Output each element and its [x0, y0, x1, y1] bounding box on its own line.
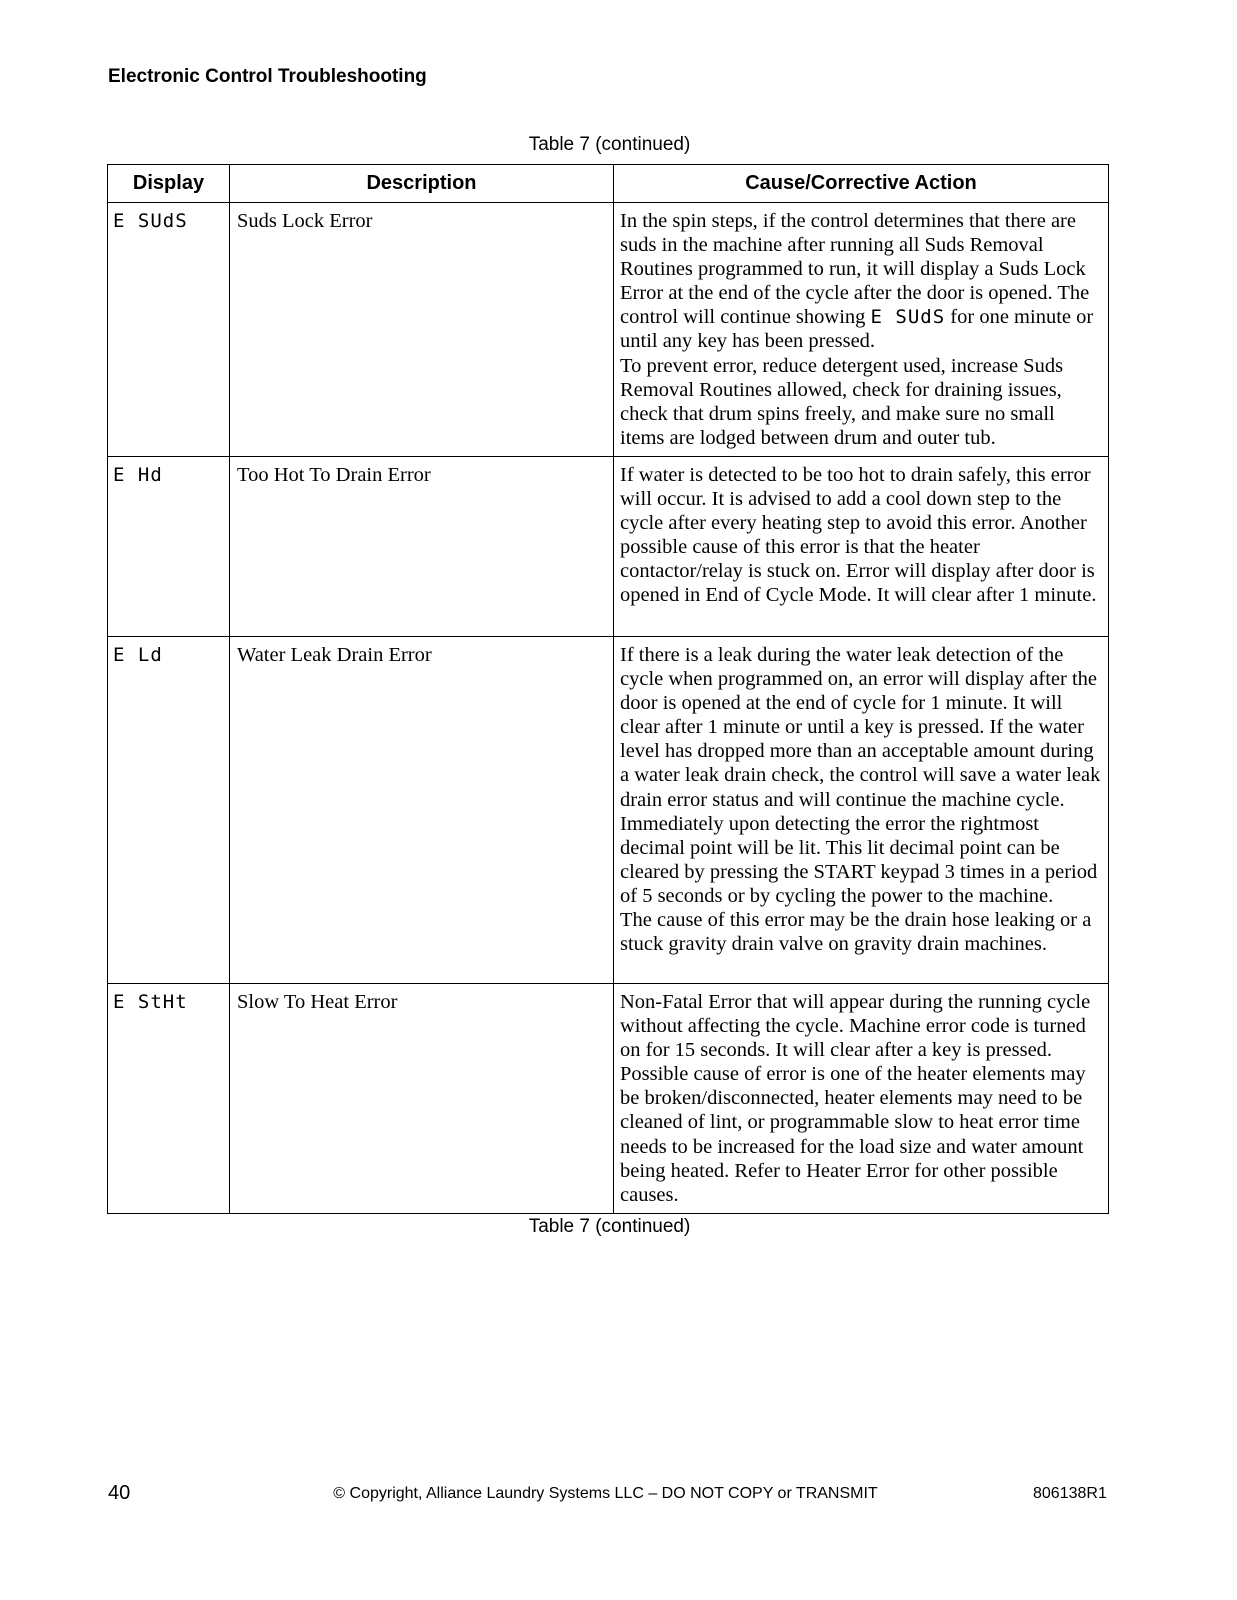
- copyright-notice: © Copyright, Alliance Laundry Systems LLC – DO NOT COPY or TRANSMIT: [333, 1485, 878, 1502]
- column-header-display: Display: [108, 165, 230, 203]
- display-code: E Hd: [108, 457, 230, 637]
- error-description: Water Leak Drain Error: [230, 637, 614, 984]
- table-row: [108, 457, 1109, 637]
- cause-text: for one minute or until any key has been pressed.: [620, 306, 1094, 353]
- table-header-row: [108, 165, 1109, 203]
- page-number: 40: [108, 1482, 131, 1504]
- error-description: Suds Lock Error: [230, 203, 614, 457]
- column-header-cause: Cause/Corrective Action: [614, 165, 1109, 203]
- cause-paragraph: To prevent error, reduce detergent used, increase Suds Removal Routines allowed, check for draining issues, check that drum spins freely, and make sure no small items are lodged between drum and outer tub.: [620, 354, 1064, 449]
- cause-action: [614, 984, 1109, 1214]
- table-caption-bottom: Table 7 (continued): [528, 1216, 691, 1237]
- cause-action: [614, 203, 1109, 457]
- cause-paragraph: The cause of this error may be the drain hose leaking or a stuck gravity drain valve on gravity drain machines.: [620, 909, 1092, 956]
- document-number: 806138R1: [1033, 1485, 1107, 1502]
- error-description: Slow To Heat Error: [230, 984, 614, 1214]
- troubleshooting-table: [107, 164, 1109, 1214]
- cause-text: In the spin steps, if the control determines that there are suds in the machine after running all Suds Removal Routines programmed to run, it will display a Suds Lock Error at the end of the cycle after the door is opened. The control will continue showing: [620, 210, 1090, 329]
- table-row: [108, 637, 1109, 984]
- table-caption-top: Table 7 (continued): [528, 134, 691, 155]
- cause-action: [614, 457, 1109, 637]
- cause-action: [614, 637, 1109, 984]
- display-code: E SUdS: [108, 203, 230, 457]
- table-row: [108, 984, 1109, 1214]
- section-title: Electronic Control Troubleshooting: [108, 66, 427, 87]
- cause-paragraph: [620, 209, 1102, 354]
- error-description: Too Hot To Drain Error: [230, 457, 614, 637]
- display-code: E StHt: [108, 984, 230, 1214]
- cause-paragraph: If water is detected to be too hot to drain safely, this error will occur. It is advised to add a cool down step to the cycle after every heating step to avoid this error. Another possible cause of this error is that the heater contactor/relay is stuck on. Error will display after door is opened in End of Cycle Mode. It will clear after 1 minute.: [620, 464, 1097, 607]
- cause-paragraph: Non-Fatal Error that will appear during the running cycle without affecting the cycle. Machine error code is turned on for 15 seconds. It will clear after a key is pressed. Possible cause of error is one of the heater elements may be broken/disconnected, heater elements may need to be cleaned of lint, or programmable slow to heat error time needs to be increased for the load size and water amount being heated. Refer to Heater Error for other possible causes.: [620, 991, 1091, 1206]
- cause-paragraph: If there is a leak during the water leak detection of the cycle when programmed on, an error will display after the door is opened at the end of cycle for 1 minute. It will clear after 1 minute or until a key is pressed. If the water level has dropped more than an acceptable amount during a water leak drain check, the control will save a water leak drain error status and will continue the machine cycle. Immediately upon detecting the error the rightmost decimal point will be lit. This lit decimal point can be cleared by pressing the START keypad 3 times in a period of 5 seconds or by cycling the power to the machine.: [620, 644, 1101, 907]
- column-header-description: Description: [230, 165, 614, 203]
- inline-display-code: E SUdS: [870, 306, 946, 329]
- display-code: E Ld: [108, 637, 230, 984]
- table-row: [108, 203, 1109, 457]
